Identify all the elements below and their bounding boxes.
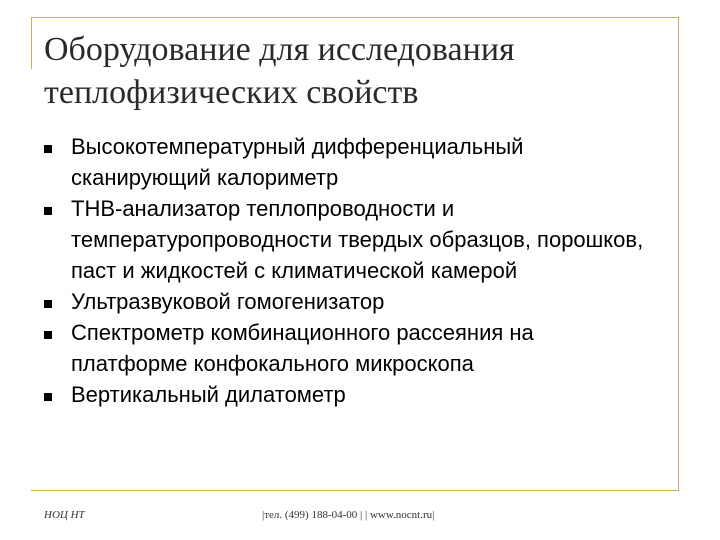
- frame-left-line: [31, 17, 32, 69]
- bullet-text: Спектрометр комбинационного рассеяния на платформе конфокального микроскопа: [71, 320, 534, 376]
- footer-contacts: |тел. (499) 188-04-00 | | www.nocnt.ru|: [262, 509, 435, 521]
- square-bullet-icon: [44, 331, 52, 339]
- frame-right-line: [678, 17, 679, 491]
- list-item: [44, 286, 644, 317]
- bullet-text: THB-анализатор теплопроводности и температуропроводности твердых образцов, порошков, паст и жидкостей с климатической камерой: [71, 196, 644, 283]
- list-item: [44, 131, 644, 193]
- square-bullet-icon: [44, 300, 52, 308]
- bullet-list: [44, 131, 644, 410]
- bullet-text: Вертикальный дилатометр: [71, 382, 346, 407]
- footer-divider: [31, 490, 679, 491]
- slide-title: Оборудование для исследования теплофизических свойств: [44, 31, 515, 111]
- list-item: [44, 379, 644, 410]
- frame-top-line: [31, 17, 679, 18]
- square-bullet-icon: [44, 393, 52, 401]
- bullet-text: Ультразвуковой гомогенизатор: [71, 289, 385, 314]
- footer-organization: НОЦ НТ: [44, 509, 85, 521]
- bullet-text: Высокотемпературный дифференциальный сканирующий калориметр: [71, 134, 524, 190]
- square-bullet-icon: [44, 207, 52, 215]
- list-item: [44, 317, 644, 379]
- square-bullet-icon: [44, 145, 52, 153]
- list-item: [44, 193, 644, 286]
